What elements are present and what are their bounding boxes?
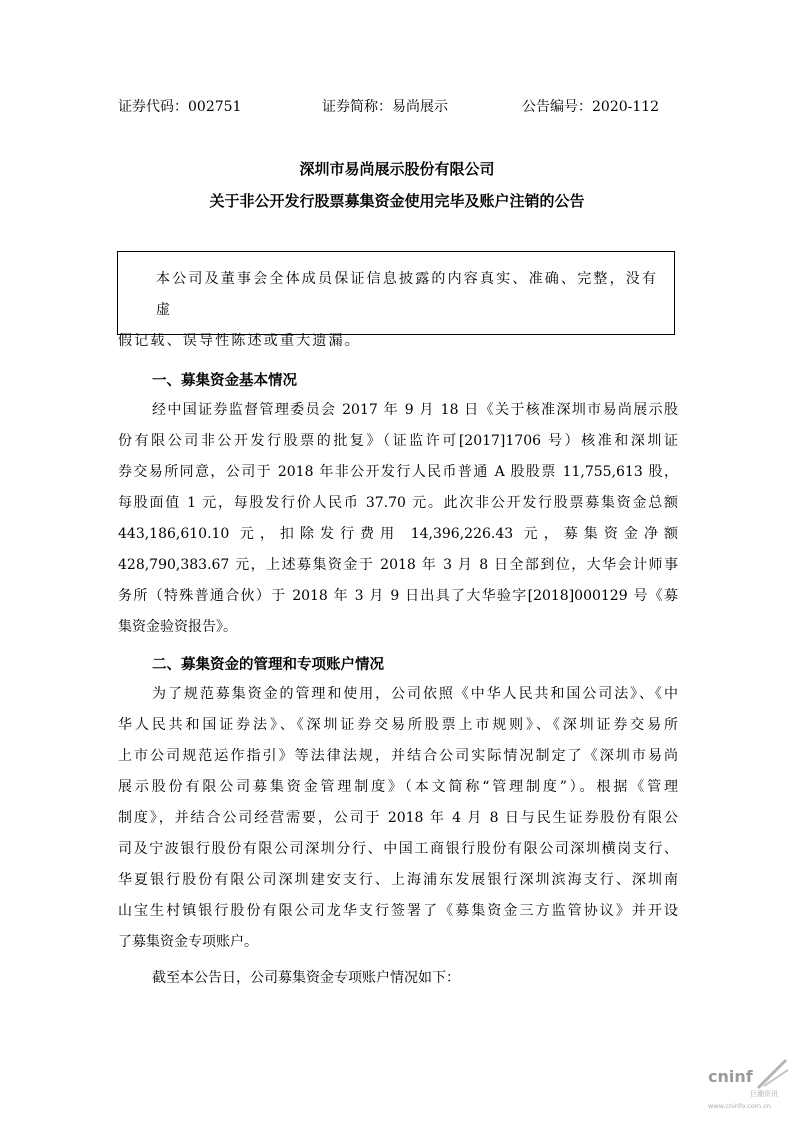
header-line	[118, 96, 678, 116]
notice-line-1: 本公司及董事会全体成员保证信息披露的内容真实、准确、完整，没有虚	[156, 271, 659, 318]
section-heading-2: 二、募集资金的管理和专项账户情况	[152, 657, 384, 673]
paragraph-line: 华夏银行股份有限公司深圳建安支行、上海浦东发展银行深圳滨海支行、深圳南	[118, 872, 678, 888]
paragraph-line: 每股面值 1 元，每股发行价人民币 37.70 元。此次非公开发行股票募集资金总额	[118, 495, 678, 511]
notice-line-2: 假记载、误导性陈述或重大遗漏。	[118, 333, 361, 349]
announcement-title: 关于非公开发行股票募集资金使用完毕及账户注销的公告	[209, 192, 585, 210]
paragraph-line: 经中国证券监督管理委员会 2017 年 9 月 18 日《关于核准深圳市易尚展示股	[152, 402, 678, 418]
cninf-url: www.cninfo.com.cn	[708, 1102, 771, 1110]
stock-abbreviation: 证券简称：易尚展示	[322, 99, 448, 115]
paragraph-line: 了募集资金专项账户。	[118, 934, 258, 950]
notice-box	[117, 251, 675, 349]
closing-line: 截至本公告日，公司募集资金专项账户情况如下：	[152, 970, 460, 986]
announcement-number: 公告编号：2020-112	[522, 99, 660, 115]
cninf-brand-cn: 巨潮资讯	[750, 1090, 778, 1098]
cninf-brand-text: cninf	[708, 1067, 753, 1086]
paragraph-line: 上市公司规范运作指引》等法律法规，并结合公司实际情况制定了《深圳市易尚	[118, 748, 678, 764]
paragraph-line: 务所（特殊普通合伙）于 2018 年 3 月 9 日出具了大华验字[2018]000129 号《募	[118, 588, 678, 604]
paragraph-line: 集资金验资报告》。	[118, 619, 237, 635]
notice-text	[118, 264, 666, 357]
paragraph-line: 司及宁波银行股份有限公司深圳分行、中国工商银行股份有限公司深圳横岗支行、	[118, 841, 678, 857]
paragraph-line: 制度》，并结合公司经营需要，公司于 2018 年 4 月 8 日与民生证券股份有限公	[118, 810, 678, 826]
paragraph-line: 为了规范募集资金的管理和使用，公司依照《中华人民共和国公司法》、《中	[152, 686, 678, 702]
paragraph-line: 428,790,383.67 元，上述募集资金于 2018 年 3 月 8 日全部到位，大华会计师事	[118, 557, 678, 573]
cninf-logo	[700, 1058, 794, 1118]
paragraph-line: 443,186,610.10 元，扣除发行费用 14,396,226.43 元，募集资金净额	[118, 526, 678, 542]
cninf-logo-graphic	[700, 1058, 794, 1118]
paragraph-line: 华人民共和国证券法》、《深圳证券交易所股票上市规则》、《深圳证券交易所	[118, 717, 678, 733]
company-title: 深圳市易尚展示股份有限公司	[299, 160, 495, 178]
section-heading-1: 一、募集资金基本情况	[152, 373, 297, 389]
paragraph-line: 份有限公司非公开发行股票的批复》（证监许可[2017]1706 号）核准和深圳证	[118, 433, 678, 449]
paragraph-line: 展示股份有限公司募集资金管理制度》（本文简称“管理制度”）。根据《管理	[118, 779, 678, 795]
paragraph-line: 券交易所同意，公司于 2018 年非公开发行人民币普通 A 股股票 11,755,613 股，	[118, 464, 678, 480]
stock-code: 证券代码：002751	[118, 99, 242, 115]
paragraph-line: 山宝生村镇银行股份有限公司龙华支行签署了《募集资金三方监管协议》并开设	[118, 903, 678, 919]
